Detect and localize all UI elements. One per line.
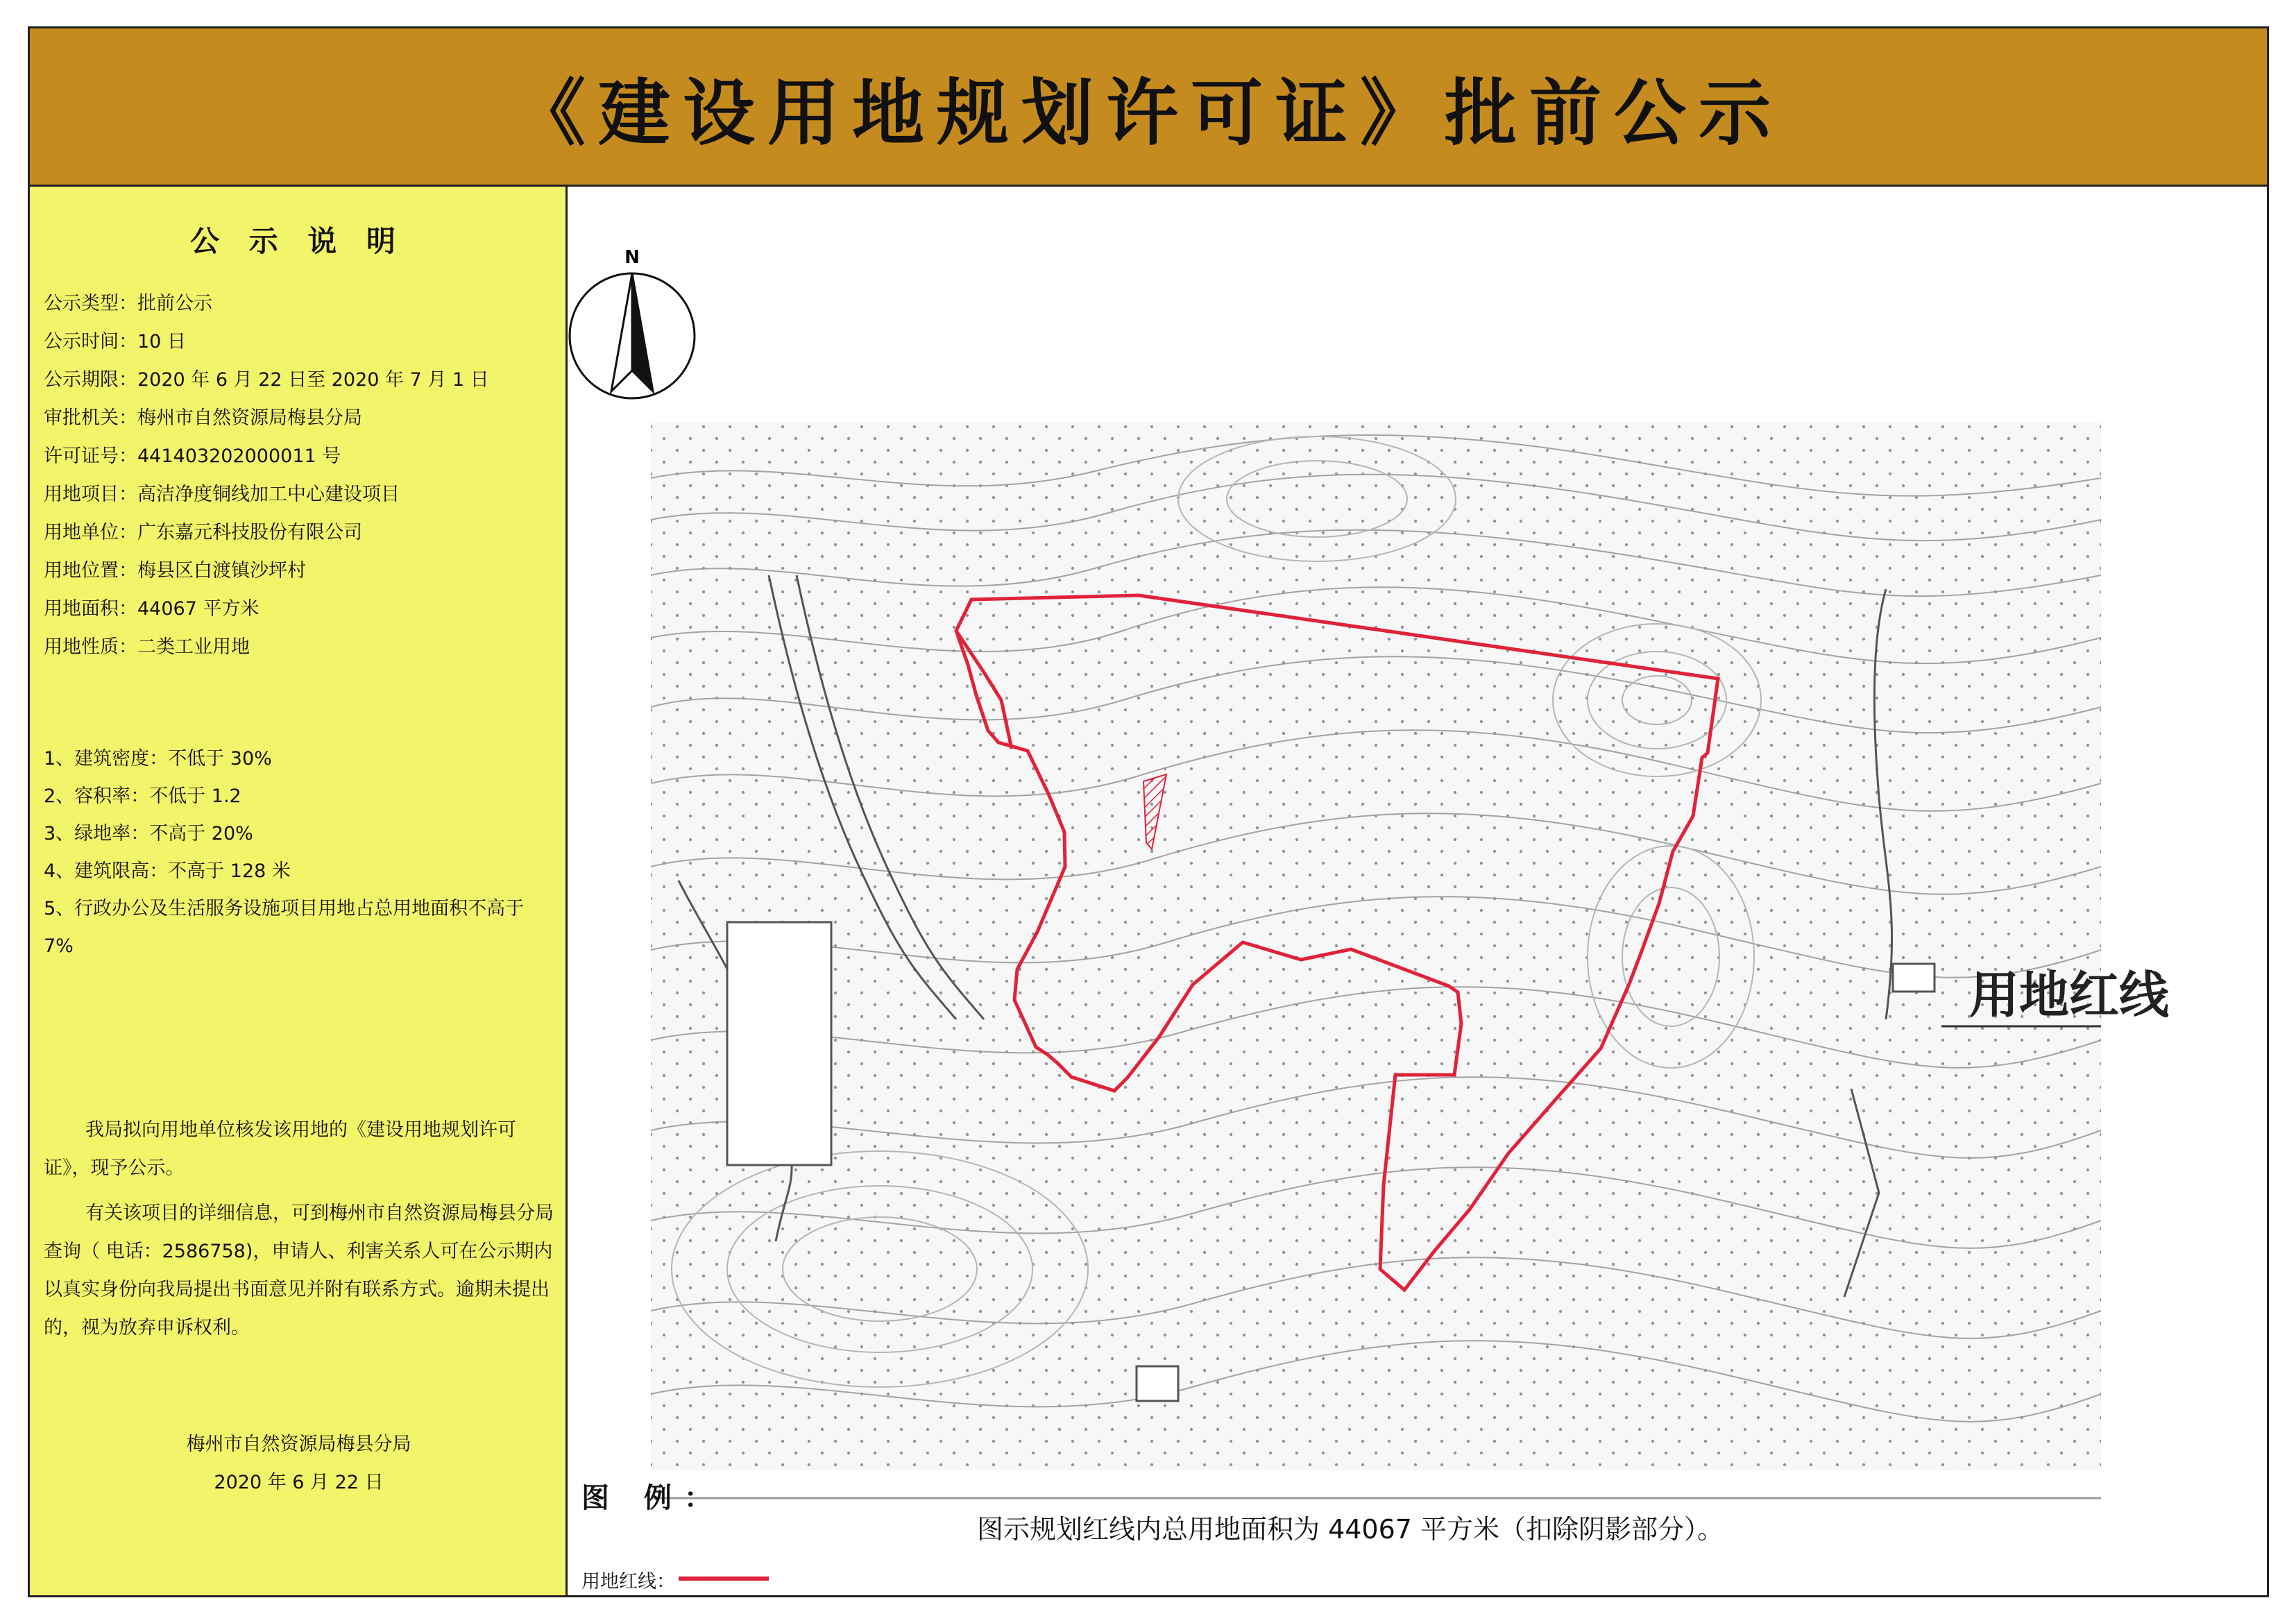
field-value: 批前公示	[137, 293, 212, 314]
condition-far: 2、容积率：不低于 1.2	[44, 785, 241, 807]
area-caption: 图示规划红线内总用地面积为 44067 平方米（扣除阴影部分）。	[977, 1514, 1724, 1545]
field-value: 二类工业用地	[137, 636, 250, 658]
field-value: 44067 平方米	[137, 598, 260, 620]
field-label: 用地位置：	[44, 560, 137, 581]
field-value: 2020 年 6 月 22 日至 2020 年 7 月 1 日	[137, 369, 489, 391]
field-location	[44, 555, 306, 582]
field-duration	[44, 326, 186, 353]
redline-legend-label: 用地红线：	[581, 1571, 675, 1592]
field-label: 用地面积：	[44, 598, 137, 620]
field-type	[44, 288, 212, 315]
topographic-map	[568, 187, 2267, 1506]
redline-legend-swatch	[679, 1577, 769, 1581]
field-value: 441403202000011 号	[137, 445, 341, 467]
legend-title: 图 例：	[581, 1482, 724, 1514]
field-label: 用地性质：	[44, 636, 137, 658]
field-label: 用地项目：	[44, 484, 137, 505]
notice-paragraph: 我局拟向用地单位核发该用地的《建设用地规划许可证》，现予公示。	[44, 1119, 516, 1179]
site-map	[568, 187, 2267, 1506]
contact-paragraph: 有关该项目的详细信息，可到梅州市自然资源局梅县分局查询（ 电话：2586758)，申请人、利害关系人可在公示期内以真实身份向我局提出书面意见并附有联系方式。逾期未提出的，视为放弃申诉权利。	[44, 1203, 554, 1339]
field-permit-no	[44, 441, 341, 468]
field-value: 广东嘉元科技股份有限公司	[137, 522, 362, 543]
condition-green: 3、绿地率：不高于 20%	[44, 823, 253, 844]
field-value: 10 日	[137, 331, 186, 352]
notice-sidebar	[30, 187, 568, 1595]
signature: 梅州市自然资源局梅县分局	[186, 1434, 411, 1455]
field-label: 许可证号：	[44, 445, 137, 467]
signature-date: 2020 年 6 月 22 日	[214, 1472, 384, 1493]
field-label: 公示类型：	[44, 293, 137, 314]
field-label: 用地单位：	[44, 522, 137, 543]
title-banner	[30, 28, 2267, 187]
field-authority	[44, 402, 362, 430]
north-label: N	[624, 247, 640, 268]
field-nature	[44, 631, 250, 658]
notice-board	[28, 26, 2269, 1597]
field-label: 公示时间：	[44, 331, 137, 352]
condition-office: 5、行政办公及生活服务设施项目用地占总用地面积不高于 7%	[44, 898, 525, 957]
field-unit	[44, 517, 362, 544]
map-legend	[568, 1472, 2267, 1597]
field-value: 梅州市自然资源局梅县分局	[137, 407, 362, 429]
page-title: 《建设用地规划许可证》批前公示	[513, 70, 1783, 155]
field-value: 梅县区白渡镇沙坪村	[137, 560, 306, 581]
field-value: 高洁净度铜线加工中心建设项目	[137, 484, 400, 505]
field-period	[44, 364, 489, 391]
condition-height: 4、建筑限高：不高于 128 米	[44, 860, 291, 882]
north-arrow-icon	[570, 247, 695, 398]
sidebar-heading: 公 示 说 明	[190, 224, 405, 258]
field-label: 审批机关：	[44, 407, 137, 429]
field-label: 公示期限：	[44, 369, 137, 391]
condition-density: 1、建筑密度：不低于 30%	[44, 748, 272, 770]
boundary-callout: 用地红线	[1969, 966, 2170, 1024]
field-project	[44, 479, 400, 506]
field-area	[44, 593, 259, 620]
